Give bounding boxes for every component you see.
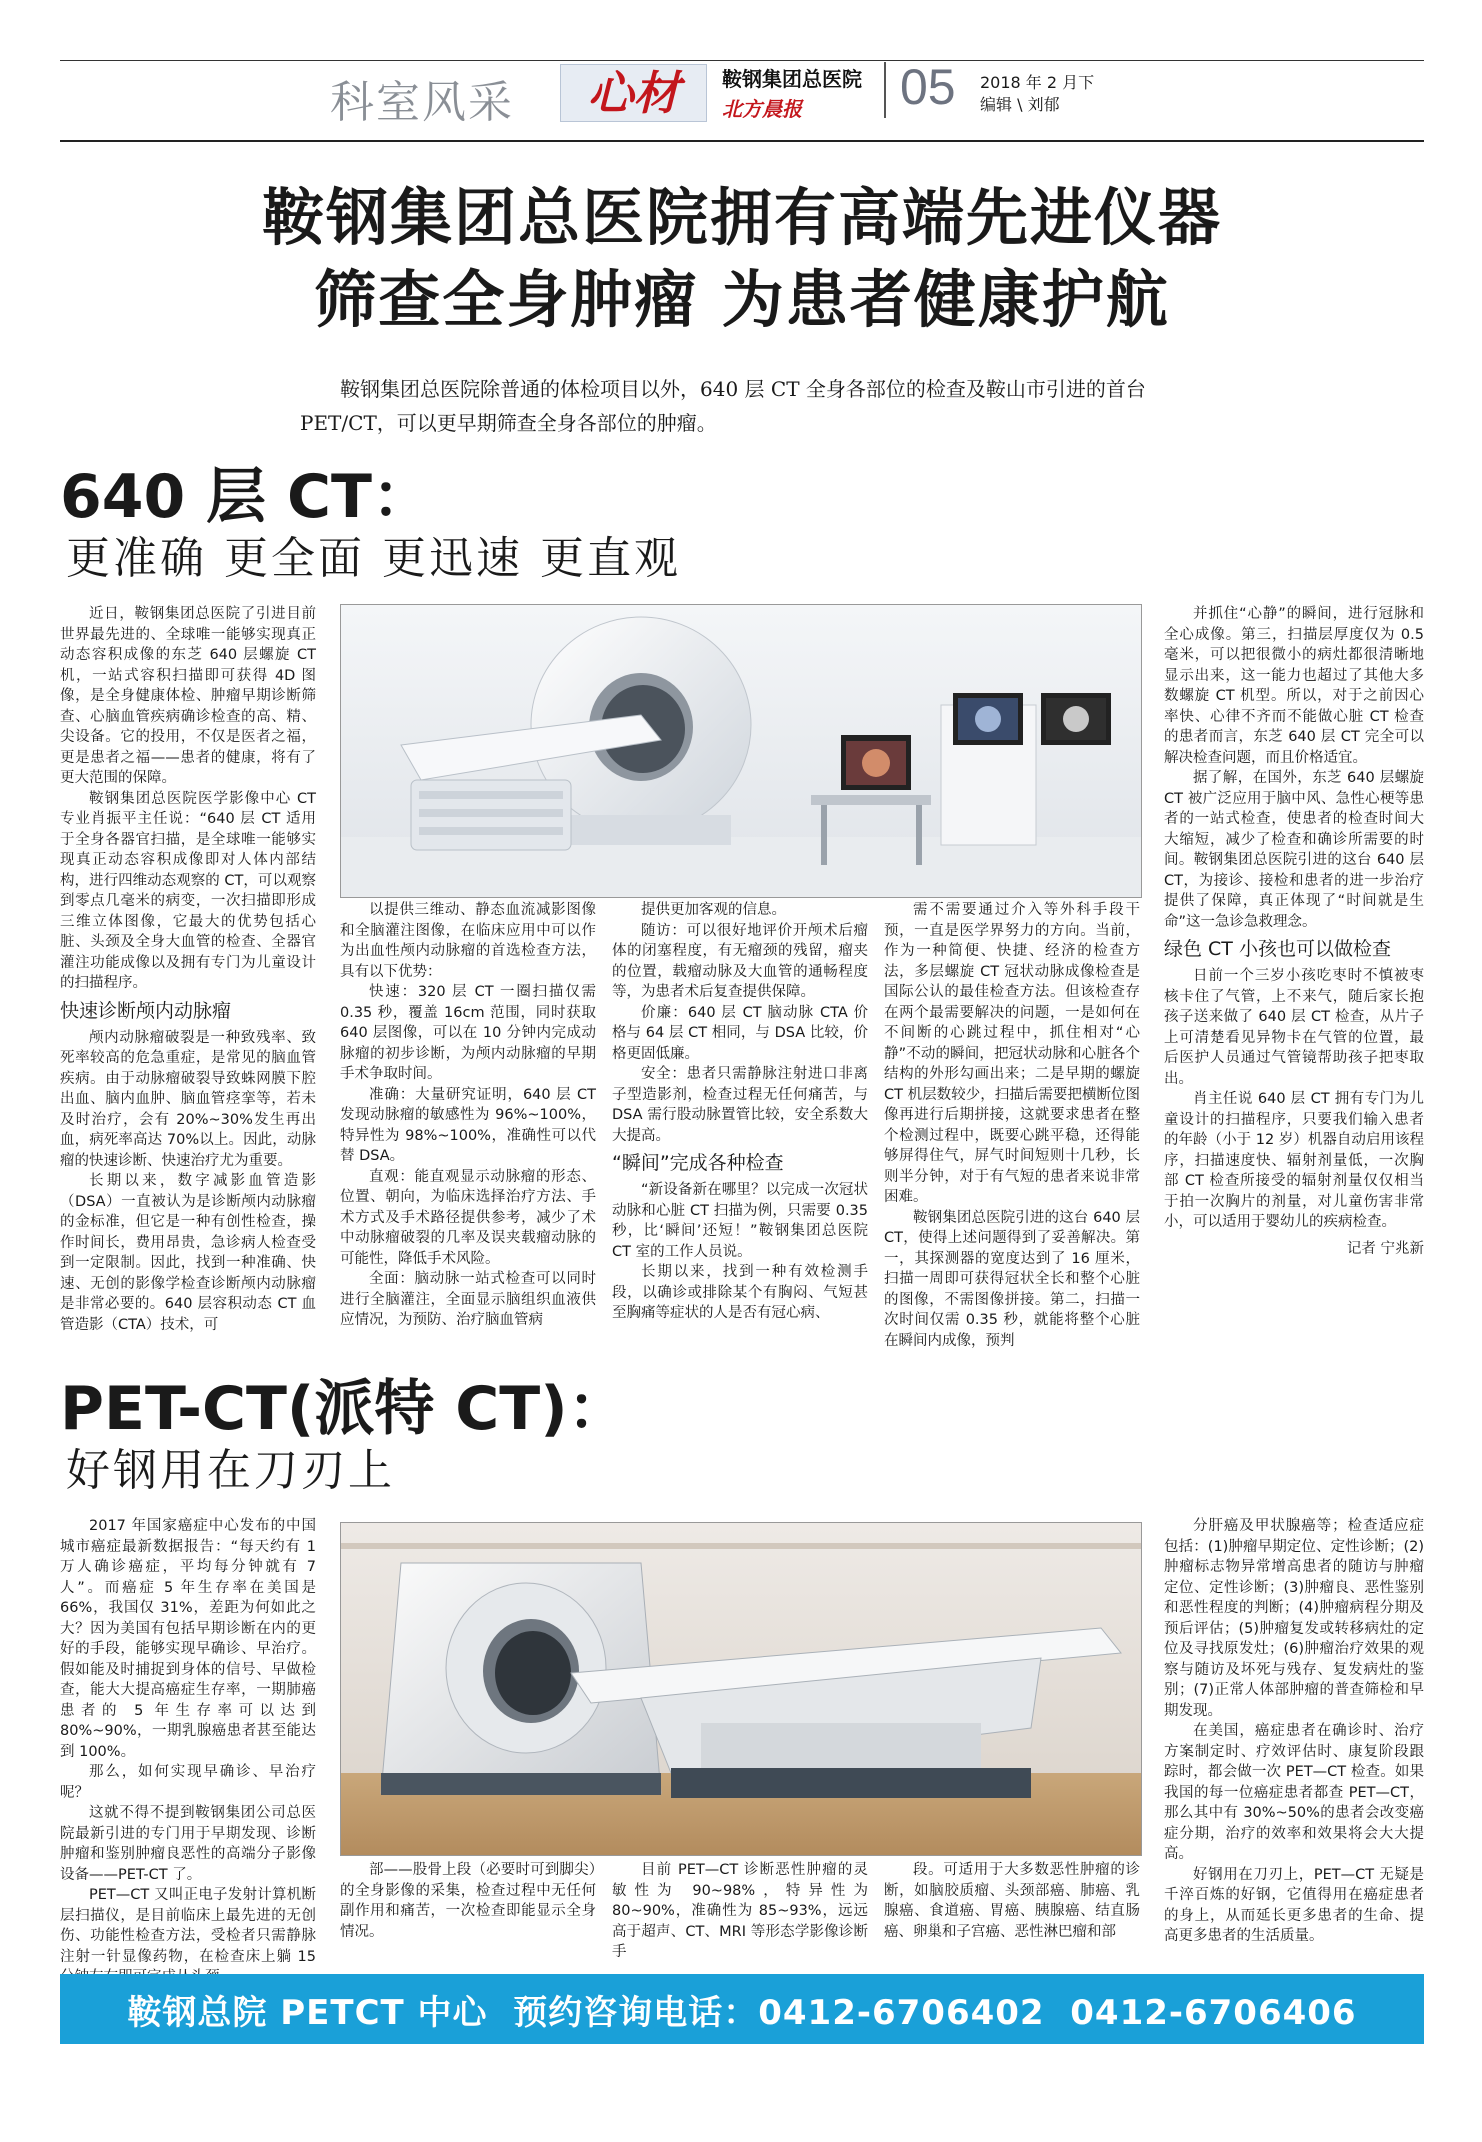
paragraph: 2017 年国家癌症中心发布的中国城市癌症最新数据报告：“每天约有 1 万人确诊癌症，平均每分钟就有 7 人”。而癌症 5 年生存率在美国是 66%，我国仅 31%，差距为何如此之大？因为美国有包括早期诊断在内的更好的手段，能够实现早确诊、早治疗。假如能及时捕捉到身体的信号、早做检查，能大大提高癌症生存率，一期肺癌患者的 5 年生存率可以达到 80%~90%，一期乳腺癌患者甚至能达到 100%。 — [60, 1518, 316, 1760]
issue-date: 2018 年 2 月下 — [980, 73, 1095, 92]
section1-mid-column-1 — [340, 900, 596, 1374]
section2-left-column — [60, 1516, 316, 1965]
section1-left-column — [60, 604, 316, 1374]
paragraph: 随访：可以很好地评价开颅术后瘤体的闭塞程度，有无瘤颈的残留，瘤夹的位置，载瘤动脉及大血管的通畅程度等，为患者术后复查提供保障。 — [612, 922, 868, 1000]
section1-title: 640 层 CT： — [60, 462, 432, 532]
paragraph: 快速：320 层 CT 一圈扫描仅需 0.35 秒，覆盖 16cm 范围，同时获取 640 层图像，可以在 10 分钟内完成动脉瘤的初步诊断，为颅内动脉瘤的早期手术争取时间。 — [340, 984, 596, 1082]
paragraph: 长期以来，数字减影血管造影（DSA）一直被认为是诊断颅内动脉瘤的金标准，但它是一种有创性检查，操作时间长，费用昂贵，急诊病人检查受到一定限制。因此，找到一种准确、快速、无创的影像学检查诊断颅内动脉瘤是非常必要的。640 层容积动态 CT 血管造影（CTA）技术，可 — [60, 1173, 316, 1333]
paragraph: 需不需要通过介入等外科手段干预，一直是医学界努力的方向。当前，作为一种简便、快捷、经济的检查方法，多层螺旋 CT 冠状动脉成像检查是国际公认的最佳检查方法。但该检查存在两个最需要解决的问题，一是如何在不间断的心跳过程中，抓住相对“心静”不动的瞬间，把冠状动脉和心脏各个结构的外形勾画出来；二是早期的螺旋 CT 机层数较少，扫描后需要把横断位图像再进行后期拼接，这就要求患者在整个检测过程中，既要心跳平稳，还得能够屏得住气，屏气时间短则十几秒，长则半分钟，对于有气短的患者来说非常困难。 — [884, 902, 1140, 1205]
editor: 编辑 \ 刘郁 — [980, 95, 1060, 114]
subheading: 快速诊断颅内动脉瘤 — [60, 999, 232, 1022]
paragraph: 长期以来，找到一种有效检测手段，以确诊或排除某个有胸闷、气短甚至胸痛等症状的人是否有冠心病、 — [612, 1264, 868, 1321]
ct-scanner-illustration — [341, 605, 1141, 897]
subheading: 绿色 CT 小孩也可以做检查 — [1164, 938, 1391, 960]
section2-mid-column-3 — [884, 1860, 1140, 1964]
paragraph: 那么，如何实现早确诊、早治疗呢？ — [60, 1764, 316, 1801]
ct-scanner-photo — [340, 604, 1142, 898]
paragraph: 部——股骨上段（必要时可到脚尖）的全身影像的采集，检查过程中无任何副作用和痛苦，一次检查即能显示全身情况。 — [340, 1862, 596, 1940]
section1-subtitle: 更准确 更全面 更迅速 更直观 — [66, 533, 681, 584]
paragraph: 价廉：640 层 CT 脑动脉 CTA 价格与 64 层 CT 相同，与 DSA 比较，价格更固低廉。 — [612, 1004, 868, 1062]
paragraph: 据了解，在国外，东芝 640 层螺旋 CT 被广泛应用于脑中风、急性心梗等患者的一站式检查，使患者的检查时间大大缩短，减少了检查和确诊所需要的时间。鞍钢集团总医院引进的这台 640 层 CT，为接诊、接检和患者的进一步治疗提供了保障，真正体现了“时间就是生命”这一急诊急救理念。 — [1164, 770, 1424, 930]
section1-mid-column-2 — [612, 900, 868, 1374]
section2-title: PET-CT(派特 CT)： — [60, 1374, 628, 1444]
paragraph: “新设备新在哪里？以完成一次冠状动脉和心脏 CT 扫描为例，只需要 0.35 秒，比‘瞬间’还短！”鞍钢集团总医院 CT 室的工作人员说。 — [612, 1182, 868, 1260]
paragraph: 直观：能直观显示动脉瘤的形态、位置、朝向，为临床选择治疗方法、手术方式及手术路径提供参考，减少了术中动脉瘤破裂的几率及误夹载瘤动脉的可能性，降低手术风险。 — [340, 1168, 596, 1267]
section2-mid-column-1 — [340, 1860, 596, 1964]
logo-text: 心材 — [587, 66, 680, 120]
paragraph: 这就不得不提到鞍钢集团公司总医院最新引进的专门用于早期发现、诊断肿瘤和鉴别肿瘤良恶性的高端分子影像设备——PET-CT 了。 — [60, 1805, 316, 1883]
paragraph: 并抓住“心静”的瞬间，进行冠脉和全心成像。第三，扫描层厚度仅为 0.5 毫米，可以把很微小的病灶都很清晰地显示出来，这一能力也超过了其他大多数螺旋 CT 机型。所以，对于之前因心率快、心律不齐而不能做心脏 CT 检查的患者而言，东芝 640 层 CT 完全可以解决检查问题，而且价格适宜。 — [1164, 606, 1424, 766]
section2-mid-column-2 — [612, 1860, 868, 1964]
paragraph: 鞍钢集团总医院医学影像中心 CT 专业肖振平主任说：“640 层 CT 适用于全身各器官扫描，是全球唯一能够实现真正动态容积成像即对人体内部结构，进行四维动态观察的 CT，可以观察到零点几毫米的病变，一次扫描即形成三维立体图像，它最大的优势包括心脏、头颈及全身大血管的检查、全器官灌注功能成像以及拥有专门为儿童设计的扫描程序。 — [60, 790, 316, 991]
pet-ct-illustration — [341, 1523, 1141, 1855]
paragraph: 以提供三维动、静态血流减影图像和全脑灌注图像，在临床应用中可以作为出血性颅内动脉瘤的首选检查方法，具有以下优势： — [340, 902, 596, 980]
page-number: 05 — [900, 59, 956, 115]
paragraph: PET—CT 又叫正电子发射计算机断层扫描仪，是目前临床上最先进的无创伤、功能性检查方法，受检者只需静脉注射一针显像药物，在检查床上躺 15 — [60, 1887, 316, 1965]
paragraph: 目前 PET—CT 诊断恶性肿瘤的灵敏性为 90~98%，特异性为 80~90%，准确性为 85~93%，远远高于超声、CT、MRI 等形态学影像诊断手 — [612, 1862, 868, 1960]
contact-banner-text: 鞍钢总院 PETCT 中心 预约咨询电话：0412-6706402 0412-6706406 — [127, 1992, 1357, 2033]
paragraph: 段。可适用于大多数恶性肿瘤的诊断，如脑胶质瘤、头颈部癌、肺癌、乳腺癌、食道癌、胃癌、胰腺癌、结直肠癌、卵巢和子宫癌、恶性淋巴瘤和部 — [884, 1862, 1140, 1940]
section1-mid-column-3 — [884, 900, 1140, 1374]
paragraph: 好钢用在刀刃上，PET—CT 无疑是千淬百炼的好钢，它值得用在癌症患者的身上，从而延长更多患者的生命、提高更多患者的生活质量。 — [1164, 1866, 1424, 1944]
paragraph: 近日，鞍钢集团总医院了引进目前世界最先进的、全球唯一能够实现真正动态容积成像的东芝 640 层螺旋 CT 机，一站式容积扫描即可获得 4D 图像，是全身健康体检、肿瘤早期诊断筛查、心脑血管疾病确诊检查的高、精、尖设备。它的投用，不仅是医者之福，更是患者之福——患者的健康，将有了更大范围的保障。 — [60, 606, 316, 786]
paragraph: 安全：患者只需静脉注射进口非离子型造影剂，检查过程无任何痛苦，与 DSA 需行股动脉置管比较，安全系数大大提高。 — [612, 1066, 868, 1144]
subheading: “瞬间”完成各种检查 — [612, 1152, 784, 1174]
paper-name: 北方晨报 — [722, 97, 802, 121]
pet-ct-scanner-photo — [340, 1522, 1142, 1856]
paragraph: 在美国，癌症患者在确诊时、治疗方案制定时、疗效评估时、康复阶段跟踪时，都会做一次 PET—CT 检查。如果我国的每一位癌症患者都查 PET—CT，那么其中有 30%~50%的患者会改变癌症分期，治疗的效率和效果将会大大提高。 — [1164, 1723, 1424, 1862]
section2-subtitle: 好钢用在刀刃上 — [66, 1445, 395, 1496]
paragraph: 全面：脑动脉一站式检查可以同时进行全脑灌注，全面显示脑组织血液供应情况，为预防、治疗脑血管病 — [340, 1271, 596, 1328]
paragraph: 肖主任说 640 层 CT 拥有专门为儿童设计的扫描程序，只要我们输入患者的年龄（小于 12 岁）机器自动启用该程序，扫描速度快、辐射剂量低，一次胸部 CT 检查所接受的辐射剂量仅仅相当于拍一次胸片的剂量，对儿童伤害非常小，可以适用于婴幼儿的疾病检查。 — [1164, 1091, 1424, 1230]
lead-paragraph: 鞍钢集团总医院除普通的体检项目以外，640 层 CT 全身各部位的检查及鞍山市引进的首台 PET/CT，可以更早期筛查全身各部位的肿瘤。 — [300, 377, 1146, 435]
section1-right-column — [1164, 604, 1424, 1304]
paragraph: 分肝癌及甲状腺癌等；检查适应症包括：(1)肿瘤早期定位、定性诊断；(2)肿瘤标志物异常增高患者的随访与肿瘤定位、定性诊断；(3)肿瘤良、恶性鉴别和恶性程度的判断；(4)肿瘤病程分期及预后评估；(5)肿瘤复发或转移病灶的定位及寻找原发灶；(6)肿瘤治疗效果的观察与随访及坏死与残存、复发病灶的鉴别；(7)正常人体部肿瘤的普查筛检和早期发现。 — [1164, 1518, 1424, 1719]
logo — [560, 64, 707, 122]
paragraph: 提供更加客观的信息。 — [641, 902, 786, 918]
paragraph: 准确：大量研究证明，640 层 CT 发现动脉瘤的敏感性为 96%~100%，特异性为 98%~100%，准确性可以代替 DSA。 — [340, 1086, 596, 1164]
header-rule — [60, 140, 1424, 142]
section-name: 科室风采 — [330, 77, 514, 128]
contact-banner — [60, 1974, 1424, 2044]
byline: 记者 宁兆新 — [1346, 1240, 1424, 1257]
section2-right-column — [1164, 1516, 1424, 1962]
paragraph: 鞍钢集团总医院引进的这台 640 层 CT，使得上述问题得到了妥善解决。第一，其探测器的宽度达到了 16 厘米，扫描一周即可获得冠状全长和整个心脏的图像，不需图像拼接。第二，扫描一次时间仅需 0.35 秒，就能将整个心脏在瞬间内成像，预判 — [884, 1209, 1140, 1349]
hospital-name: 鞍钢集团总医院 — [722, 67, 862, 91]
frame-top — [60, 60, 1424, 61]
headline-line-2: 筛查全身肿瘤 为患者健康护航 — [314, 263, 1170, 336]
headline-line-1: 鞍钢集团总医院拥有高端先进仪器 — [261, 181, 1222, 254]
paragraph: 颅内动脉瘤破裂是一种致残率、致死率较高的危急重症，是常见的脑血管疾病。由于动脉瘤破裂导致蛛网膜下腔出血、脑内血肿、脑血管痉挛等，若未及时治疗，会有 20%~30%发生再出血，病死率高达 70%以上。因此，动脉瘤的快速诊断、快速治疗尤为重要。 — [60, 1029, 316, 1169]
header-divider — [884, 62, 886, 118]
paragraph: 日前一个三岁小孩吃枣时不慎被枣核卡住了气管，上不来气，随后家长抱孩子送来做了 640 层 CT 检查，从片子上可清楚看见异物卡在气管的位置，最后医护人员通过气管镜帮助孩子把枣取出。 — [1164, 968, 1424, 1087]
